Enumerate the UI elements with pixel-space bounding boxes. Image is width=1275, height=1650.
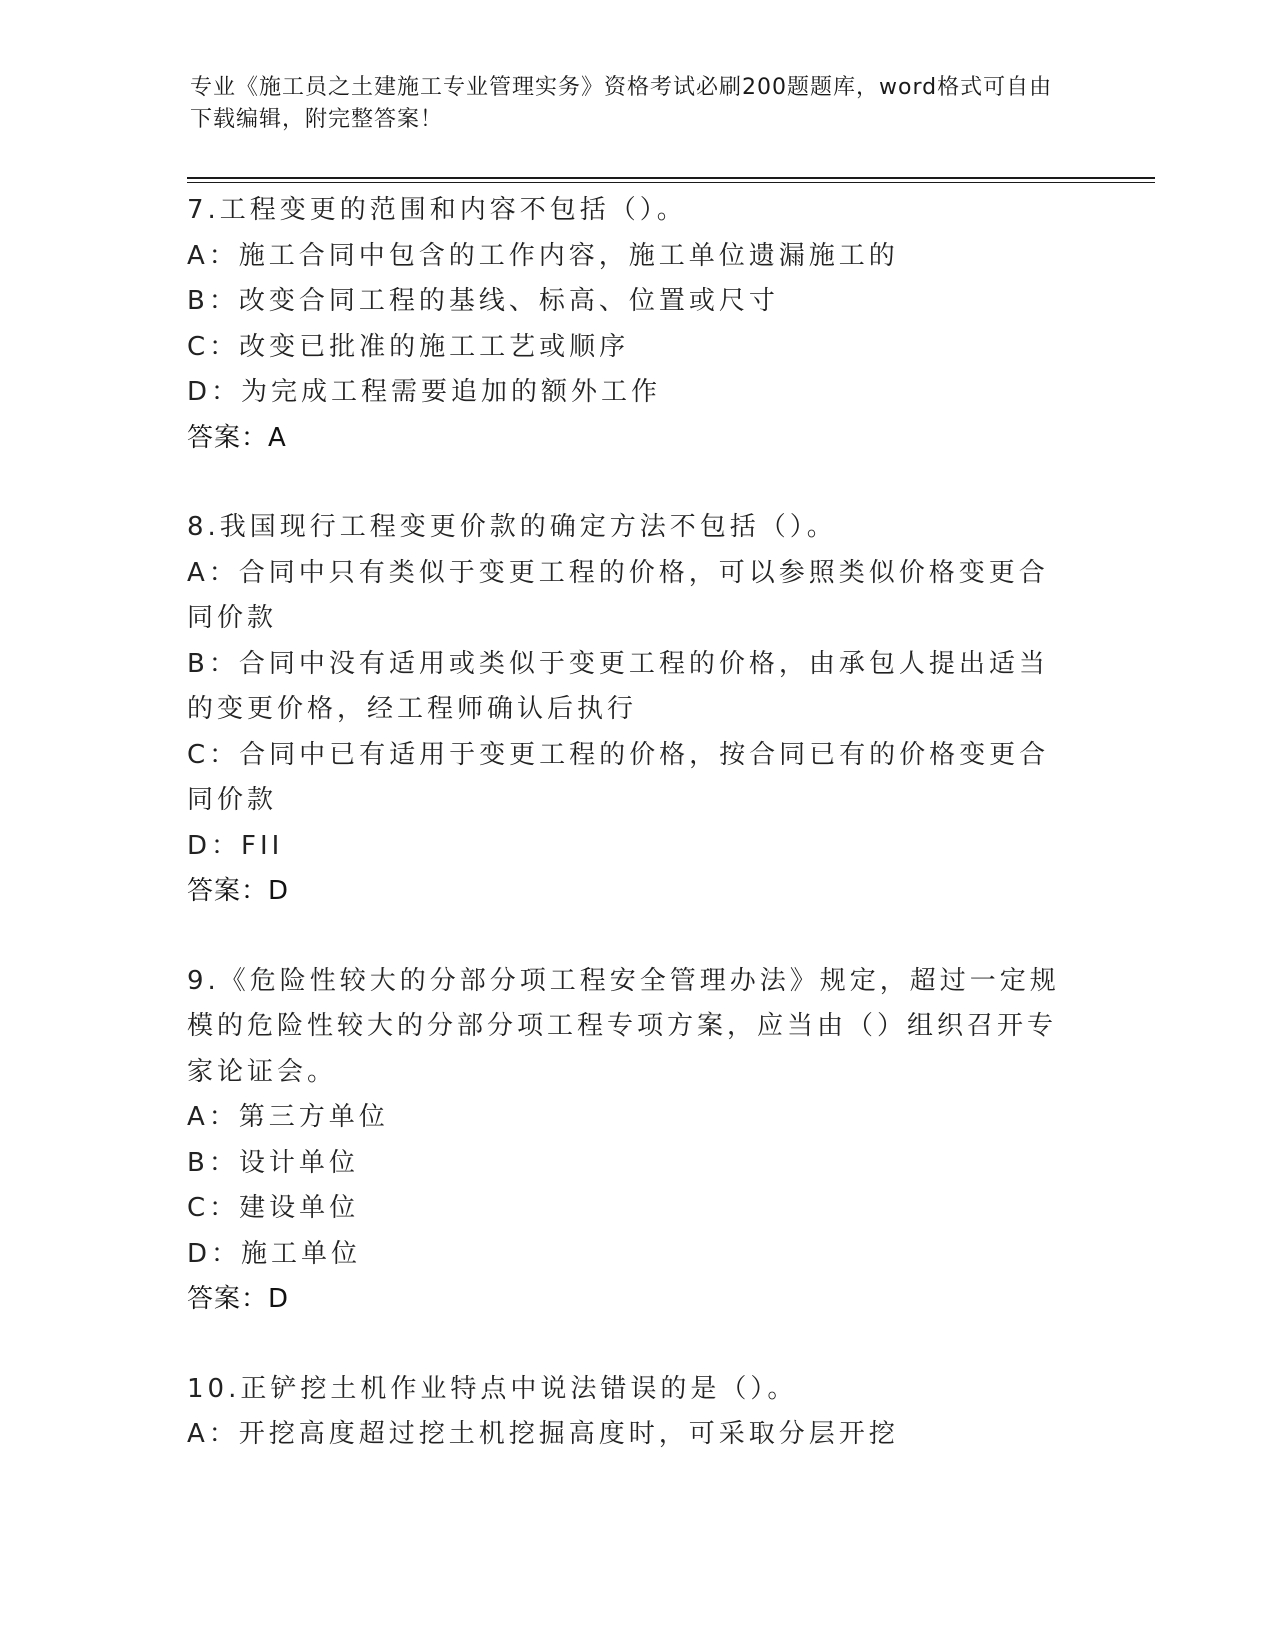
option-d: D：为完成工程需要追加的额外工作 xyxy=(187,377,662,407)
question-stem: 9.《危险性较大的分部分项工程安全管理办法》规定，超过一定规模的危险性较大的分部分项工程专项方案，应当由（）组织召开专家论证会。 xyxy=(187,965,1060,1087)
option-c: C：合同中已有适用于变更工程的价格，按合同已有的价格变更合同价款 xyxy=(187,739,1050,815)
option-d: D：施工单位 xyxy=(187,1238,362,1269)
option-d: D：FII xyxy=(187,830,284,861)
option-a: A：开挖高度超过挖土机挖掘高度时，可采取分层开挖 xyxy=(187,1419,899,1449)
option-a: A：第三方单位 xyxy=(187,1102,389,1132)
question-stem: 7.工程变更的范围和内容不包括（）。 xyxy=(187,195,687,225)
option-b: B：改变合同工程的基线、标高、位置或尺寸 xyxy=(187,286,779,316)
question-stem: 8.我国现行工程变更价款的确定方法不包括（）。 xyxy=(187,512,837,542)
question-10 xyxy=(187,1367,1077,1458)
header-rule-thick xyxy=(187,177,1155,179)
answer: 答案：D xyxy=(187,1284,290,1314)
question-9 xyxy=(187,959,1077,1323)
question-8 xyxy=(187,505,1077,915)
answer: 答案：D xyxy=(187,876,290,906)
header-rule-thin xyxy=(187,182,1155,183)
option-a: A：合同中只有类似于变更工程的价格，可以参照类似价格变更合同价款 xyxy=(187,557,1049,633)
document-header: 专业《施工员之土建施工专业管理实务》资格考试必刷200题题库，word格式可自由下载编辑，附完整答案！ xyxy=(190,75,1053,132)
option-c: C：建设单位 xyxy=(187,1193,360,1223)
question-7 xyxy=(187,188,1077,461)
option-b: B：设计单位 xyxy=(187,1147,359,1178)
option-a: A：施工合同中包含的工作内容，施工单位遗漏施工的 xyxy=(187,240,899,271)
question-stem: 10.正铲挖土机作业特点中说法错误的是（）。 xyxy=(187,1373,798,1404)
option-c: C：改变已批准的施工工艺或顺序 xyxy=(187,331,630,362)
answer: 答案：A xyxy=(187,422,287,453)
option-b: B：合同中没有适用或类似于变更工程的价格，由承包人提出适当的变更价格，经工程师确认后执行 xyxy=(187,648,1049,724)
question-list xyxy=(187,188,1077,1502)
